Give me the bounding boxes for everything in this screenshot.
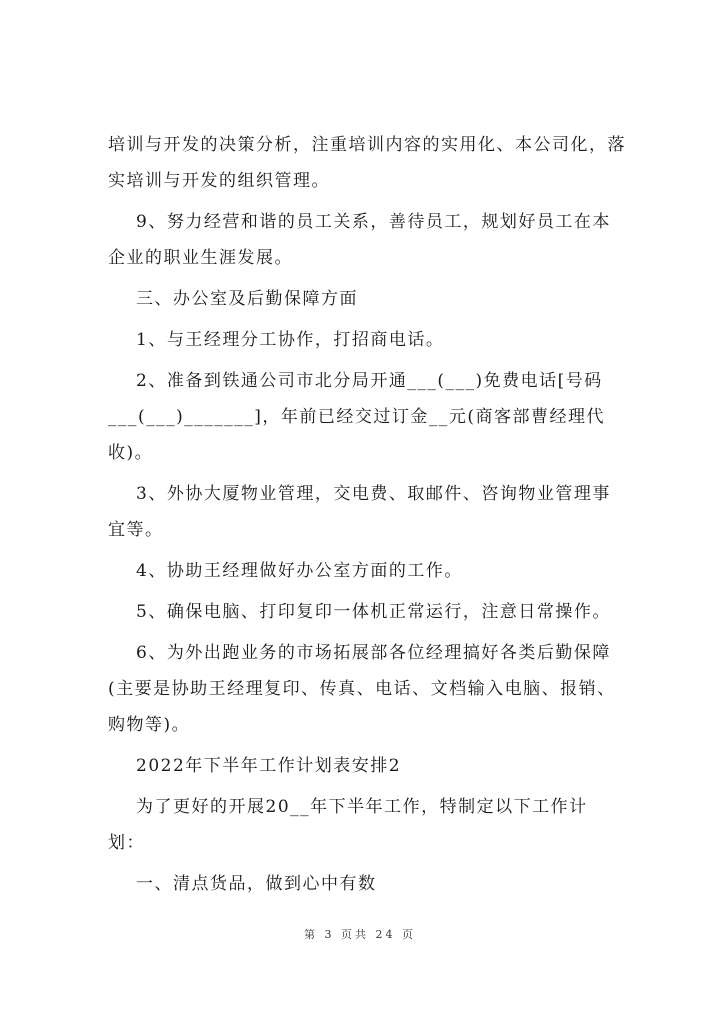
section-heading: 三、办公室及后勤保障方面 (136, 289, 358, 309)
paragraph-line: 3、外协大厦物业管理，交电费、取邮件、咨询物业管理事 (136, 484, 611, 504)
paragraph-line: 企业的职业生涯发展。 (108, 248, 293, 268)
section-heading: 一、清点货品，做到心中有数 (136, 874, 377, 894)
document-body (108, 127, 628, 894)
paragraph-line: 2、准备到铁通公司市北分局开通___(___)免费电话[号码 (136, 371, 603, 391)
section-title: 2022年下半年工作计划表安排2 (136, 756, 402, 776)
paragraph-line: 划： (108, 833, 145, 853)
paragraph-line: 为了更好的开展20__年下半年工作，特制定以下工作计 (136, 797, 588, 817)
paragraph-line: 1、与王经理分工协作，打招商电话。 (136, 330, 445, 350)
paragraph-line: 宜等。 (108, 520, 164, 540)
paragraph-line: 5、确保电脑、打印复印一体机正常运行，注意日常操作。 (136, 602, 611, 622)
paragraph-line: ___(___)_______]，年前已经交过订金__元(商客部曹经理代 (108, 407, 606, 427)
paragraph-line: 6、为外出跑业务的市场拓展部各位经理搞好各类后勤保障 (136, 643, 611, 663)
paragraph-line: (主要是协助王经理复印、传真、电话、文档输入电脑、报销、 (108, 679, 616, 699)
paragraph-line: 培训与开发的决策分析，注重培训内容的实用化、本公司化，落 (108, 135, 626, 155)
paragraph-line: 收)。 (108, 443, 154, 463)
page-number-footer: 第 3 页共 24 页 (304, 928, 416, 941)
paragraph-line: 4、协助王经理做好办公室方面的工作。 (136, 561, 463, 581)
paragraph-line: 实培训与开发的组织管理。 (108, 171, 330, 191)
paragraph-line: 购物等)。 (108, 715, 191, 735)
paragraph-line: 9、努力经营和谐的员工关系，善待员工，规划好员工在本 (136, 212, 611, 232)
